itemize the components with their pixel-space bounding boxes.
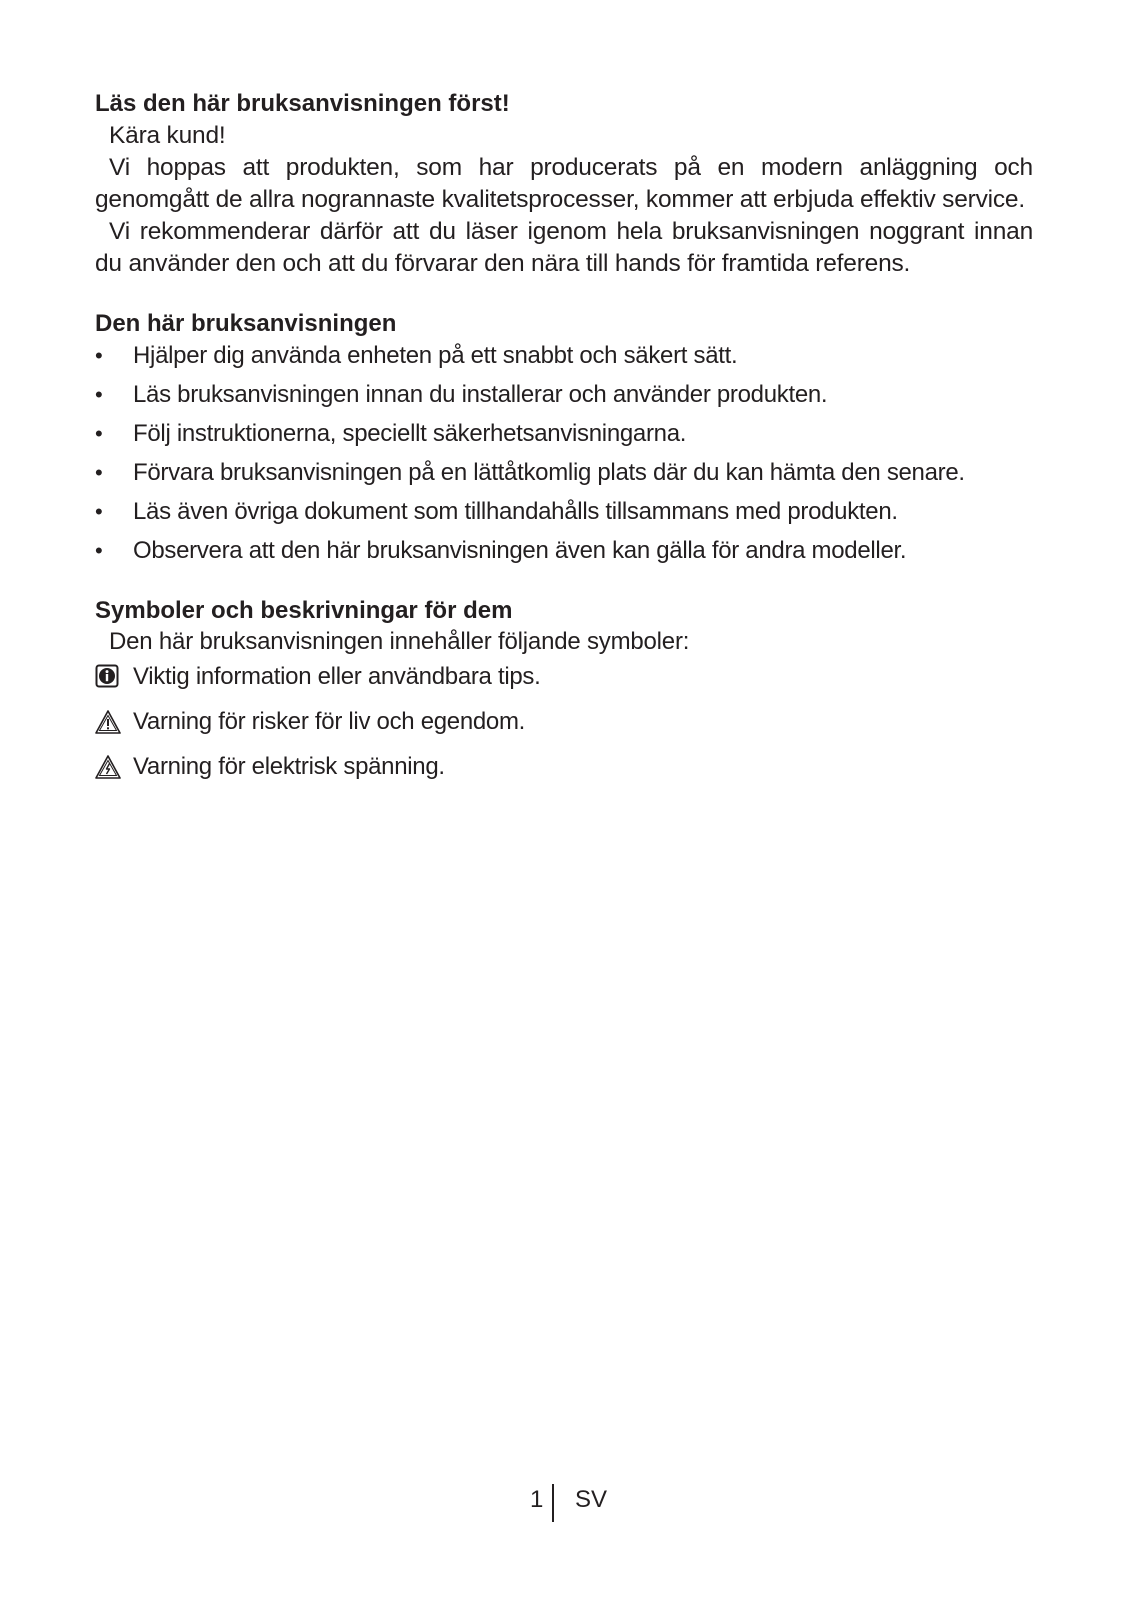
electric-warning-icon (95, 754, 121, 780)
symbols-intro: Den här bruksanvisningen innehåller följande symboler: (109, 628, 690, 655)
list-item-text: Observera att den här bruksanvisningen även kan gälla för andra modeller. (133, 537, 907, 564)
symbol-row-info (95, 663, 1033, 691)
list-item-text: Läs bruksanvisningen innan du installerar och använder produkten. (133, 381, 828, 408)
list-item (95, 342, 1033, 370)
symbol-text: Viktig information eller användbara tips. (133, 663, 541, 690)
language-code: SV (575, 1486, 608, 1513)
bullet-icon: • (95, 382, 103, 407)
symbol-text: Varning för elektrisk spänning. (133, 753, 445, 780)
list-item-text: Följ instruktionerna, speciellt säkerhetsanvisningarna. (133, 420, 687, 447)
manual-section-title: Den här bruksanvisningen (95, 310, 397, 337)
manual-section (95, 308, 1033, 565)
greeting: Kära kund! (109, 122, 226, 149)
manual-bullet-list (95, 342, 1033, 565)
bullet-icon: • (95, 421, 103, 446)
symbol-text: Varning för risker för liv och egendom. (133, 708, 526, 735)
bullet-icon: • (95, 499, 103, 524)
page-footer (0, 1484, 1128, 1524)
list-item (95, 459, 1033, 487)
bullet-icon: • (95, 538, 103, 563)
list-item-text: Läs även övriga dokument som tillhandahålls tillsammans med produkten. (133, 498, 898, 525)
intro-paragraph-2: Vi rekommenderar därför att du läser igenom hela bruksanvisningen noggrant innan du använder den och att du förvarar den nära till hands för framtida referens. (95, 218, 1033, 277)
footer-divider (552, 1484, 554, 1522)
intro-title: Läs den här bruksanvisningen först! (95, 90, 510, 117)
list-item (95, 537, 1033, 565)
info-icon (95, 664, 121, 690)
list-item-text: Förvara bruksanvisningen på en lättåtkomlig plats där du kan hämta den senare. (133, 459, 965, 486)
symbol-row-warning (95, 708, 1033, 736)
warning-triangle-icon (95, 709, 121, 735)
list-item-text: Hjälper dig använda enheten på ett snabbt och säkert sätt. (133, 342, 738, 369)
list-item (95, 381, 1033, 409)
document-page (95, 88, 1033, 798)
symbols-section-title: Symboler och beskrivningar för dem (95, 597, 513, 624)
intro-paragraph-1: Vi hoppas att produkten, som har producerats på en modern anläggning och genomgått de allra nogrannaste kvalitetsprocesser, kommer att erbjuda effektiv service. (95, 154, 1033, 213)
list-item (95, 420, 1033, 448)
page-number: 1 (530, 1486, 544, 1513)
bullet-icon: • (95, 460, 103, 485)
list-item (95, 498, 1033, 526)
symbols-section (95, 595, 1033, 781)
symbol-row-electric (95, 753, 1033, 781)
bullet-icon: • (95, 343, 103, 368)
